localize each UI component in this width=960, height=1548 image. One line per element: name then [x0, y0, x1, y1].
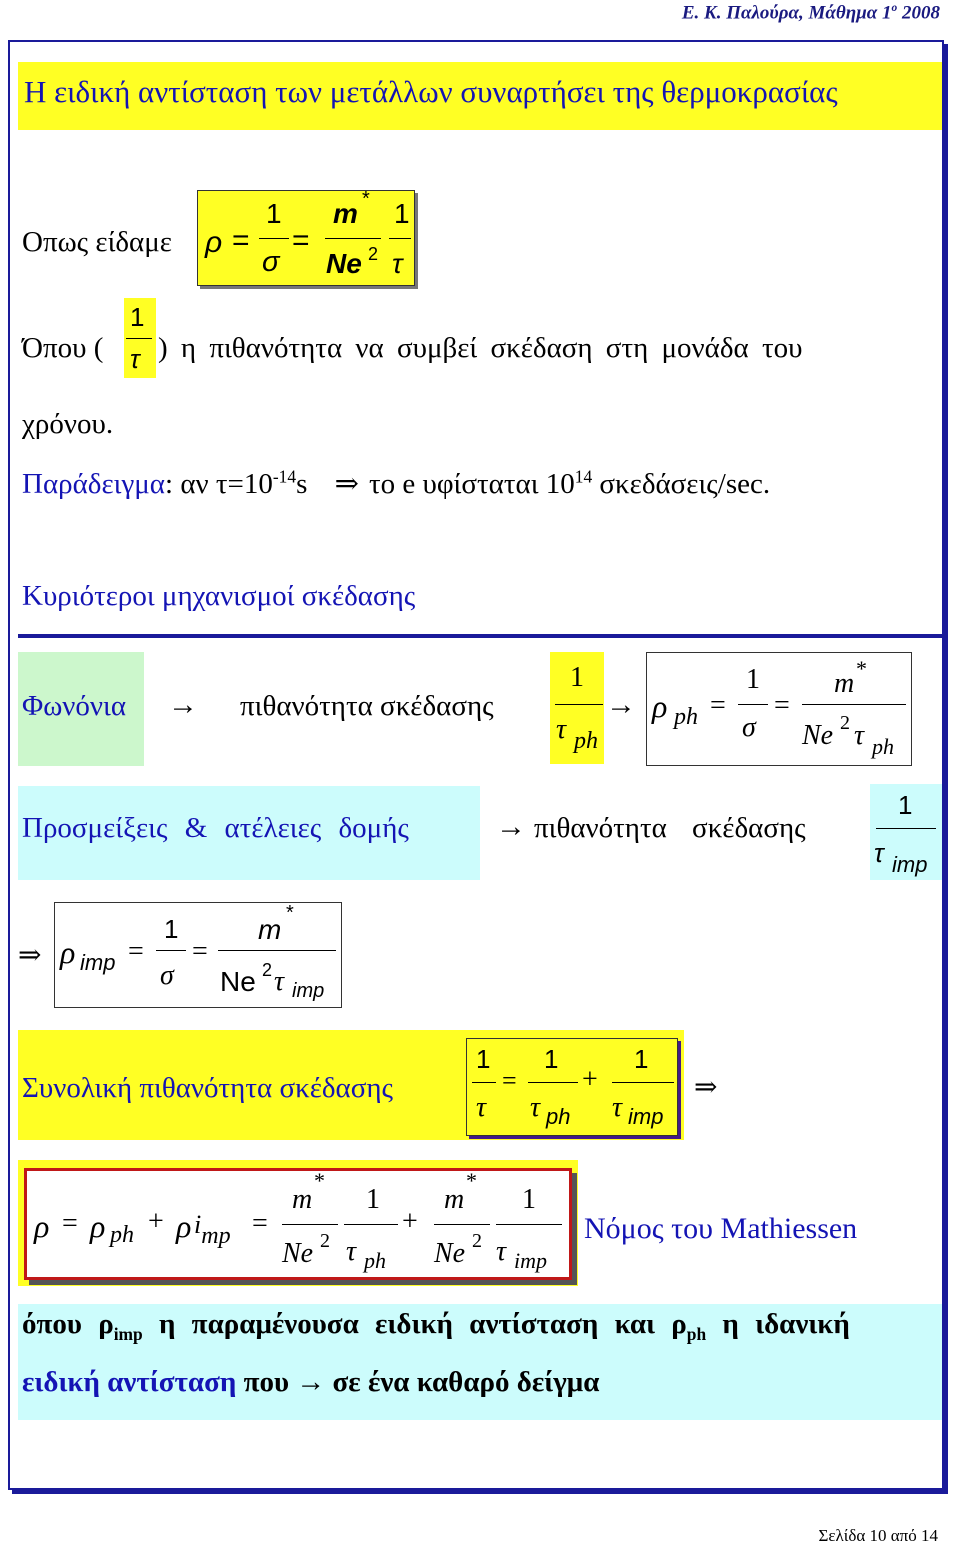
- numerator: 1: [634, 1044, 649, 1074]
- final-line-2: ειδική αντίσταση που → σε ένα καθαρό δείγμα: [22, 1366, 600, 1398]
- subscript: imp: [514, 1248, 547, 1273]
- rho-symbol: ρ: [34, 1208, 50, 1244]
- m-symbol: m: [292, 1184, 313, 1215]
- total-label: Συνολική πιθανότητα σκέδασης: [22, 1072, 394, 1104]
- tau-symbol: τ: [346, 1236, 357, 1267]
- exponent: 2: [320, 1230, 330, 1252]
- rho-symbol: ρ: [205, 226, 223, 259]
- fraction-line: [156, 950, 186, 951]
- numerator: 1: [130, 302, 145, 332]
- subscript: ph: [364, 1248, 386, 1273]
- equals-sign: =: [292, 224, 310, 257]
- subscript: ph: [574, 728, 598, 754]
- exponent: 2: [368, 244, 379, 264]
- probability-text: ) η πιθανότητα να συμβεί σκέδαση στη μονάδα του: [158, 332, 803, 364]
- fraction-line: [555, 704, 603, 705]
- tau-symbol: τ: [476, 1092, 487, 1123]
- tau-symbol: τ: [530, 1092, 541, 1123]
- implies-icon: ⇒: [694, 1072, 718, 1103]
- fraction-line: [389, 238, 411, 239]
- intro-text: Οπως είδαμε: [22, 226, 172, 258]
- m-symbol: m: [258, 914, 282, 945]
- rho-symbol: ρ: [176, 1208, 192, 1244]
- impurities-probability: πιθανότητα σκέδασης: [534, 812, 806, 844]
- numerator: 1: [394, 198, 410, 229]
- phonons-label: Φωνόνια: [22, 690, 127, 722]
- fraction-line: [434, 1224, 490, 1225]
- rho-symbol: ρ: [60, 934, 76, 970]
- fraction-line: [612, 1082, 674, 1083]
- equals-sign: =: [62, 1208, 78, 1239]
- equals-sign: =: [232, 224, 250, 257]
- subscript: ph: [110, 1222, 134, 1248]
- tau-symbol: τ: [612, 1092, 623, 1123]
- where-text: Όπου (: [22, 332, 104, 364]
- exponent: 2: [262, 960, 273, 980]
- implies-icon: ⇒: [18, 940, 42, 971]
- equals-sign: =: [774, 690, 790, 721]
- equals-sign: =: [502, 1066, 517, 1095]
- numerator: 1: [570, 662, 584, 693]
- plus-sign: +: [402, 1206, 418, 1237]
- sigma-symbol: σ: [160, 960, 174, 991]
- mathiessen-law-label: Νόμος του Mathiessen: [584, 1212, 858, 1245]
- tau-symbol: τ: [556, 714, 567, 745]
- page-title: Η ειδική αντίσταση των μετάλλων συναρτήσει της θερμοκρασίας: [24, 74, 838, 109]
- tau-symbol: τ: [874, 838, 884, 868]
- subscript: imp: [628, 1104, 664, 1129]
- section-divider: [18, 634, 942, 638]
- equals-sign: =: [128, 936, 144, 967]
- Ne-symbol: Ne: [282, 1238, 314, 1269]
- tau-symbol: τ: [274, 966, 285, 997]
- star-symbol: *: [314, 1168, 325, 1193]
- page-footer: Σελίδα 10 από 14: [818, 1526, 938, 1545]
- rho-symbol: ρ: [652, 688, 668, 724]
- m-symbol: m: [834, 668, 855, 699]
- page-header: Ε. Κ. Παλούρα, Μάθημα $1^o$ 2008: [681, 2, 940, 24]
- Ne-symbol: Ne: [326, 248, 362, 279]
- time-text: χρόνου.: [22, 408, 114, 440]
- fraction-line: [218, 950, 336, 951]
- star-symbol: *: [286, 902, 294, 924]
- implies-icon: ⇒: [334, 468, 359, 500]
- numerator: 1: [476, 1044, 491, 1074]
- Ne-symbol: Ne: [220, 966, 256, 997]
- fraction-line: [876, 828, 936, 829]
- ideal-resistivity-term: ειδική αντίσταση: [22, 1366, 237, 1398]
- sigma-symbol: σ: [742, 712, 756, 743]
- subscript: ph: [872, 734, 894, 759]
- fraction-line: [802, 704, 906, 705]
- equals-sign: =: [252, 1208, 268, 1239]
- plus-sign: +: [582, 1064, 598, 1095]
- numerator: 1: [366, 1184, 380, 1215]
- impurities-label: Προσμείξεις & ατέλειες δομής: [22, 812, 409, 844]
- fraction-line: [282, 1224, 338, 1225]
- m-symbol: m: [444, 1184, 465, 1215]
- m-symbol: m: [333, 198, 358, 229]
- example-line: Παράδειγμα: αν $\tau=10^{-14}s$ ⇒ το e υφίσταται $10^{14}$ σκεδάσεις/sec.: [22, 466, 771, 500]
- exponent: 2: [472, 1230, 482, 1252]
- subscript: imp: [892, 852, 928, 877]
- sigma-symbol: σ: [262, 246, 280, 278]
- arrow-icon: →: [296, 1366, 326, 1398]
- equals-sign: =: [192, 936, 208, 967]
- subscript: ph: [674, 704, 698, 730]
- equals-sign: =: [710, 690, 726, 721]
- tau-symbol: τ: [130, 344, 140, 374]
- phonons-probability: πιθανότητα σκέδασης: [240, 690, 494, 722]
- rho-symbol: ρ: [90, 1208, 106, 1244]
- star-symbol: *: [856, 656, 867, 681]
- tau-symbol: τ: [392, 248, 403, 279]
- fraction-line: [259, 238, 289, 239]
- section-heading: Κυριότεροι μηχανισμοί σκέδασης: [22, 580, 416, 612]
- fraction-line: [325, 238, 381, 239]
- tau-symbol: τ: [496, 1236, 507, 1267]
- fraction-line: [472, 1082, 496, 1083]
- numerator: 1: [898, 790, 913, 820]
- tau-symbol: τ: [854, 720, 865, 751]
- numerator: 1: [746, 664, 760, 695]
- arrow-icon: →: [168, 688, 198, 721]
- fraction-line: [528, 1082, 578, 1083]
- fraction-line: [126, 338, 152, 339]
- star-symbol: *: [466, 1168, 477, 1193]
- plus-sign: +: [148, 1206, 164, 1237]
- final-line-1: όπου $\rho_{imp}$ η παραμένουσα ειδική αντίσταση και $\rho_{ph}$ η ιδανική: [22, 1308, 850, 1344]
- Ne-symbol: Ne: [434, 1238, 466, 1269]
- fraction-line: [738, 704, 768, 705]
- numerator: 1: [522, 1184, 536, 1215]
- star-symbol: *: [362, 188, 370, 210]
- Ne-symbol: Ne: [802, 720, 834, 751]
- exponent: 2: [840, 712, 850, 734]
- subscript: imp: [194, 1210, 231, 1249]
- example-label: Παράδειγμα: [22, 468, 166, 500]
- arrow-icon: →: [606, 688, 636, 721]
- subscript: imp: [292, 980, 325, 1002]
- fraction-line: [496, 1224, 562, 1225]
- numerator: 1: [544, 1044, 559, 1074]
- subscript: ph: [546, 1104, 571, 1129]
- numerator: 1: [266, 198, 282, 229]
- subscript: imp: [80, 950, 116, 975]
- arrow-icon: →: [496, 810, 526, 843]
- numerator: 1: [164, 914, 179, 944]
- fraction-line: [344, 1224, 398, 1225]
